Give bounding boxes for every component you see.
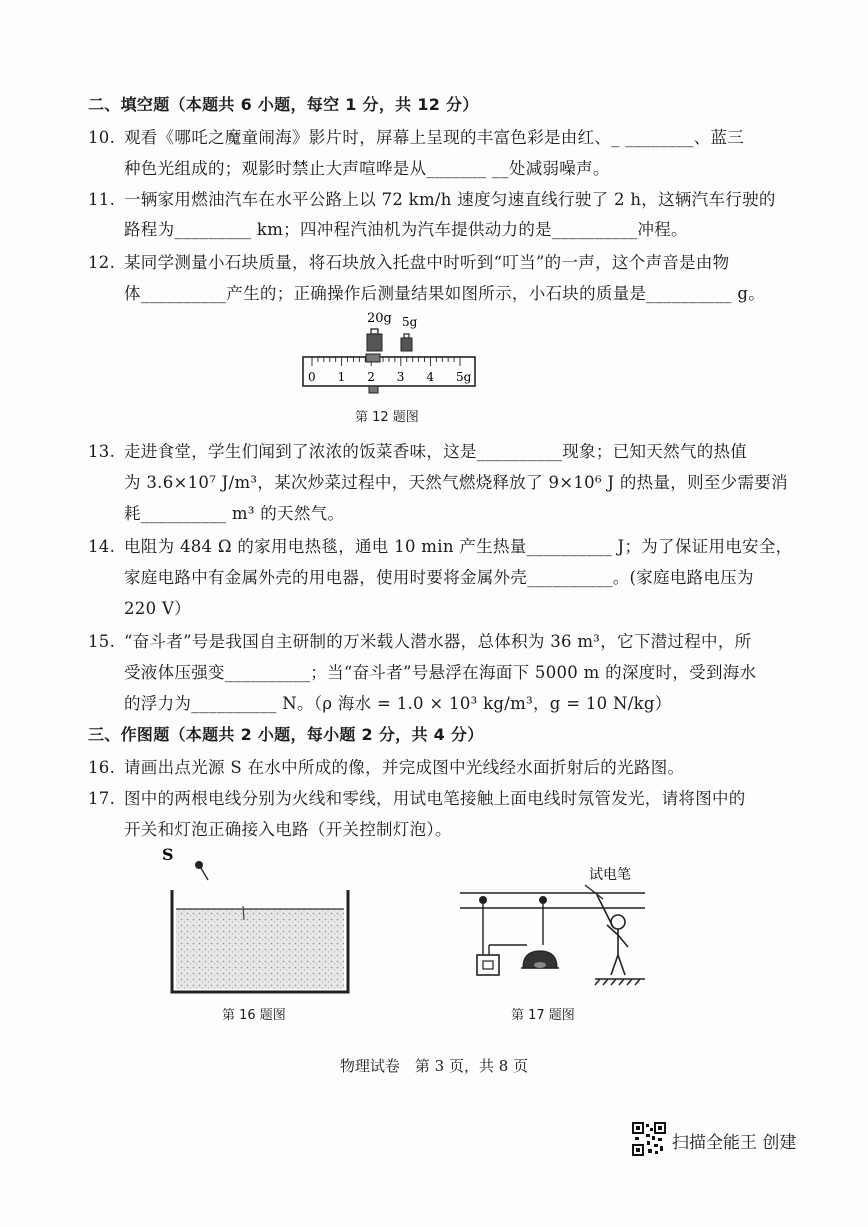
light-bulb-icon — [521, 951, 559, 968]
question-text: 某同学测量小石块质量，将石块放入托盘中时听到“叮当”的一声，这个声音是由物 — [124, 253, 730, 272]
question-14-line-2: 家庭电路中有金属外壳的用电器，使用时要将金属外壳__________。(家庭电路电压为 — [124, 568, 754, 587]
section-heading-fill-in: 二、填空题（本题共 6 小题，每空 1 分，共 12 分） — [88, 95, 479, 114]
ruler-tick-label: 0 — [308, 370, 316, 384]
scanner-watermark-text: 扫描全能王 创建 — [672, 1133, 797, 1153]
question-14-line-1 — [88, 533, 792, 557]
weight-5g-icon — [401, 334, 412, 351]
test-pen-pointer — [585, 885, 603, 899]
question-17-line-2: 开关和灯泡正确接入电路（开关控制灯泡）。 — [124, 820, 452, 839]
question-12-line-1 — [88, 249, 729, 273]
figure-12-caption: 第 12 题图 — [355, 410, 419, 425]
question-11-line-1 — [88, 186, 776, 210]
qr-code-icon — [632, 1122, 666, 1156]
figure-12-balance-ruler — [295, 305, 485, 397]
question-number: 11. — [88, 190, 116, 209]
question-text: “奋斗者”号是我国自主研制的万米载人潜水器，总体积为 36 m³，它下潜过程中，所 — [124, 632, 752, 651]
question-15-line-3: 的浮力为__________ N。（ρ 海水 = 1.0 × 10³ kg/m³，g = 10 N/kg） — [124, 694, 672, 713]
question-text: 观看《哪吒之魔童闹海》影片时，屏幕上呈现的丰富色彩是由红、_ ________、蓝三 — [124, 128, 745, 147]
question-text: 走进食堂，学生们闻到了浓浓的饭菜香味，这是__________现象；已知天然气的热值 — [124, 442, 748, 461]
figure-17-caption: 第 17 题图 — [511, 1008, 575, 1023]
question-number: 10. — [88, 128, 116, 147]
question-15-line-2: 受液体压强变__________；当“奋斗者”号悬浮在海面下 5000 m 的深度时，受到海水 — [124, 663, 757, 682]
figure-17-household-circuit — [455, 855, 705, 995]
ruler-ticks — [312, 357, 460, 366]
rider-slider — [366, 354, 380, 362]
question-10-line-1 — [88, 124, 744, 148]
question-13-line-3: 耗__________ m³ 的天然气。 — [124, 504, 345, 523]
section-heading-drawing: 三、作图题（本题共 2 小题，每小题 2 分，共 4 分） — [88, 725, 484, 744]
ruler-tick-label: 1 — [337, 370, 346, 384]
question-number: 16. — [88, 758, 116, 777]
ruler-tick-label: 5g — [456, 370, 472, 384]
question-text: 请画出点光源 S 在水中所成的像，并完成图中光线经水面折射后的光路图。 — [124, 758, 685, 777]
question-text: 一辆家用燃油汽车在水平公路上以 72 km/h 速度匀速直线行驶了 2 h，这辆汽车行驶的 — [124, 190, 776, 209]
question-12-line-2: 体__________产生的；正确操作后测量结果如图所示，小石块的质量是__________ g。 — [124, 284, 766, 303]
question-text: 图中的两根电线分别为火线和零线，用试电笔接触上面电线时氖管发光，请将图中的 — [124, 789, 746, 808]
question-13-line-2: 为 3.6×10⁷ J/m³，某次炒菜过程中，天然气燃烧释放了 9×10⁶ J 的热量，则至少需要消 — [124, 473, 788, 492]
question-16-line-1 — [88, 754, 684, 778]
person-holding-test-pen-icon — [597, 895, 628, 975]
question-number: 15. — [88, 632, 116, 651]
ruler-tick-label: 2 — [367, 370, 375, 384]
light-source-s-label: S — [162, 845, 174, 864]
weight-5g-label: 5g — [402, 315, 418, 329]
question-14-line-3: 220 V） — [124, 599, 191, 618]
question-number: 12. — [88, 253, 116, 272]
weight-20g-label: 20g — [367, 311, 392, 326]
figure-16-water-tank — [150, 840, 370, 1000]
ruler-tick-label: 3 — [396, 370, 405, 384]
ground-icon — [595, 979, 645, 985]
weight-20g-icon — [367, 329, 382, 351]
question-17-line-1 — [88, 785, 746, 809]
switch-icon — [477, 955, 499, 975]
question-number: 14. — [88, 537, 116, 556]
figure-16-caption: 第 16 题图 — [222, 1008, 286, 1023]
question-15-line-1 — [88, 628, 751, 652]
ruler-tick-label: 4 — [426, 370, 435, 384]
question-11-line-2: 路程为_________ km；四冲程汽油机为汽车提供动力的是__________冲程。 — [124, 220, 688, 239]
ruler-tick-labels — [308, 370, 472, 384]
water-fill — [176, 909, 344, 989]
question-13-line-1 — [88, 438, 747, 462]
question-number: 13. — [88, 442, 116, 461]
question-text: 电阻为 484 Ω 的家用电热毯，通电 10 min 产生热量__________ J；为了保证用电安全， — [124, 537, 793, 556]
question-number: 17. — [88, 789, 116, 808]
ruler-base-marker — [369, 386, 378, 393]
question-10-line-2: 种色光组成的；观影时禁止大声喧哗是从_______ __处减弱噪声。 — [124, 159, 610, 178]
test-pen-label: 试电笔 — [589, 867, 631, 883]
light-source-s-icon — [195, 861, 208, 880]
page-footer: 物理试卷 第 3 页，共 8 页 — [339, 1057, 529, 1075]
